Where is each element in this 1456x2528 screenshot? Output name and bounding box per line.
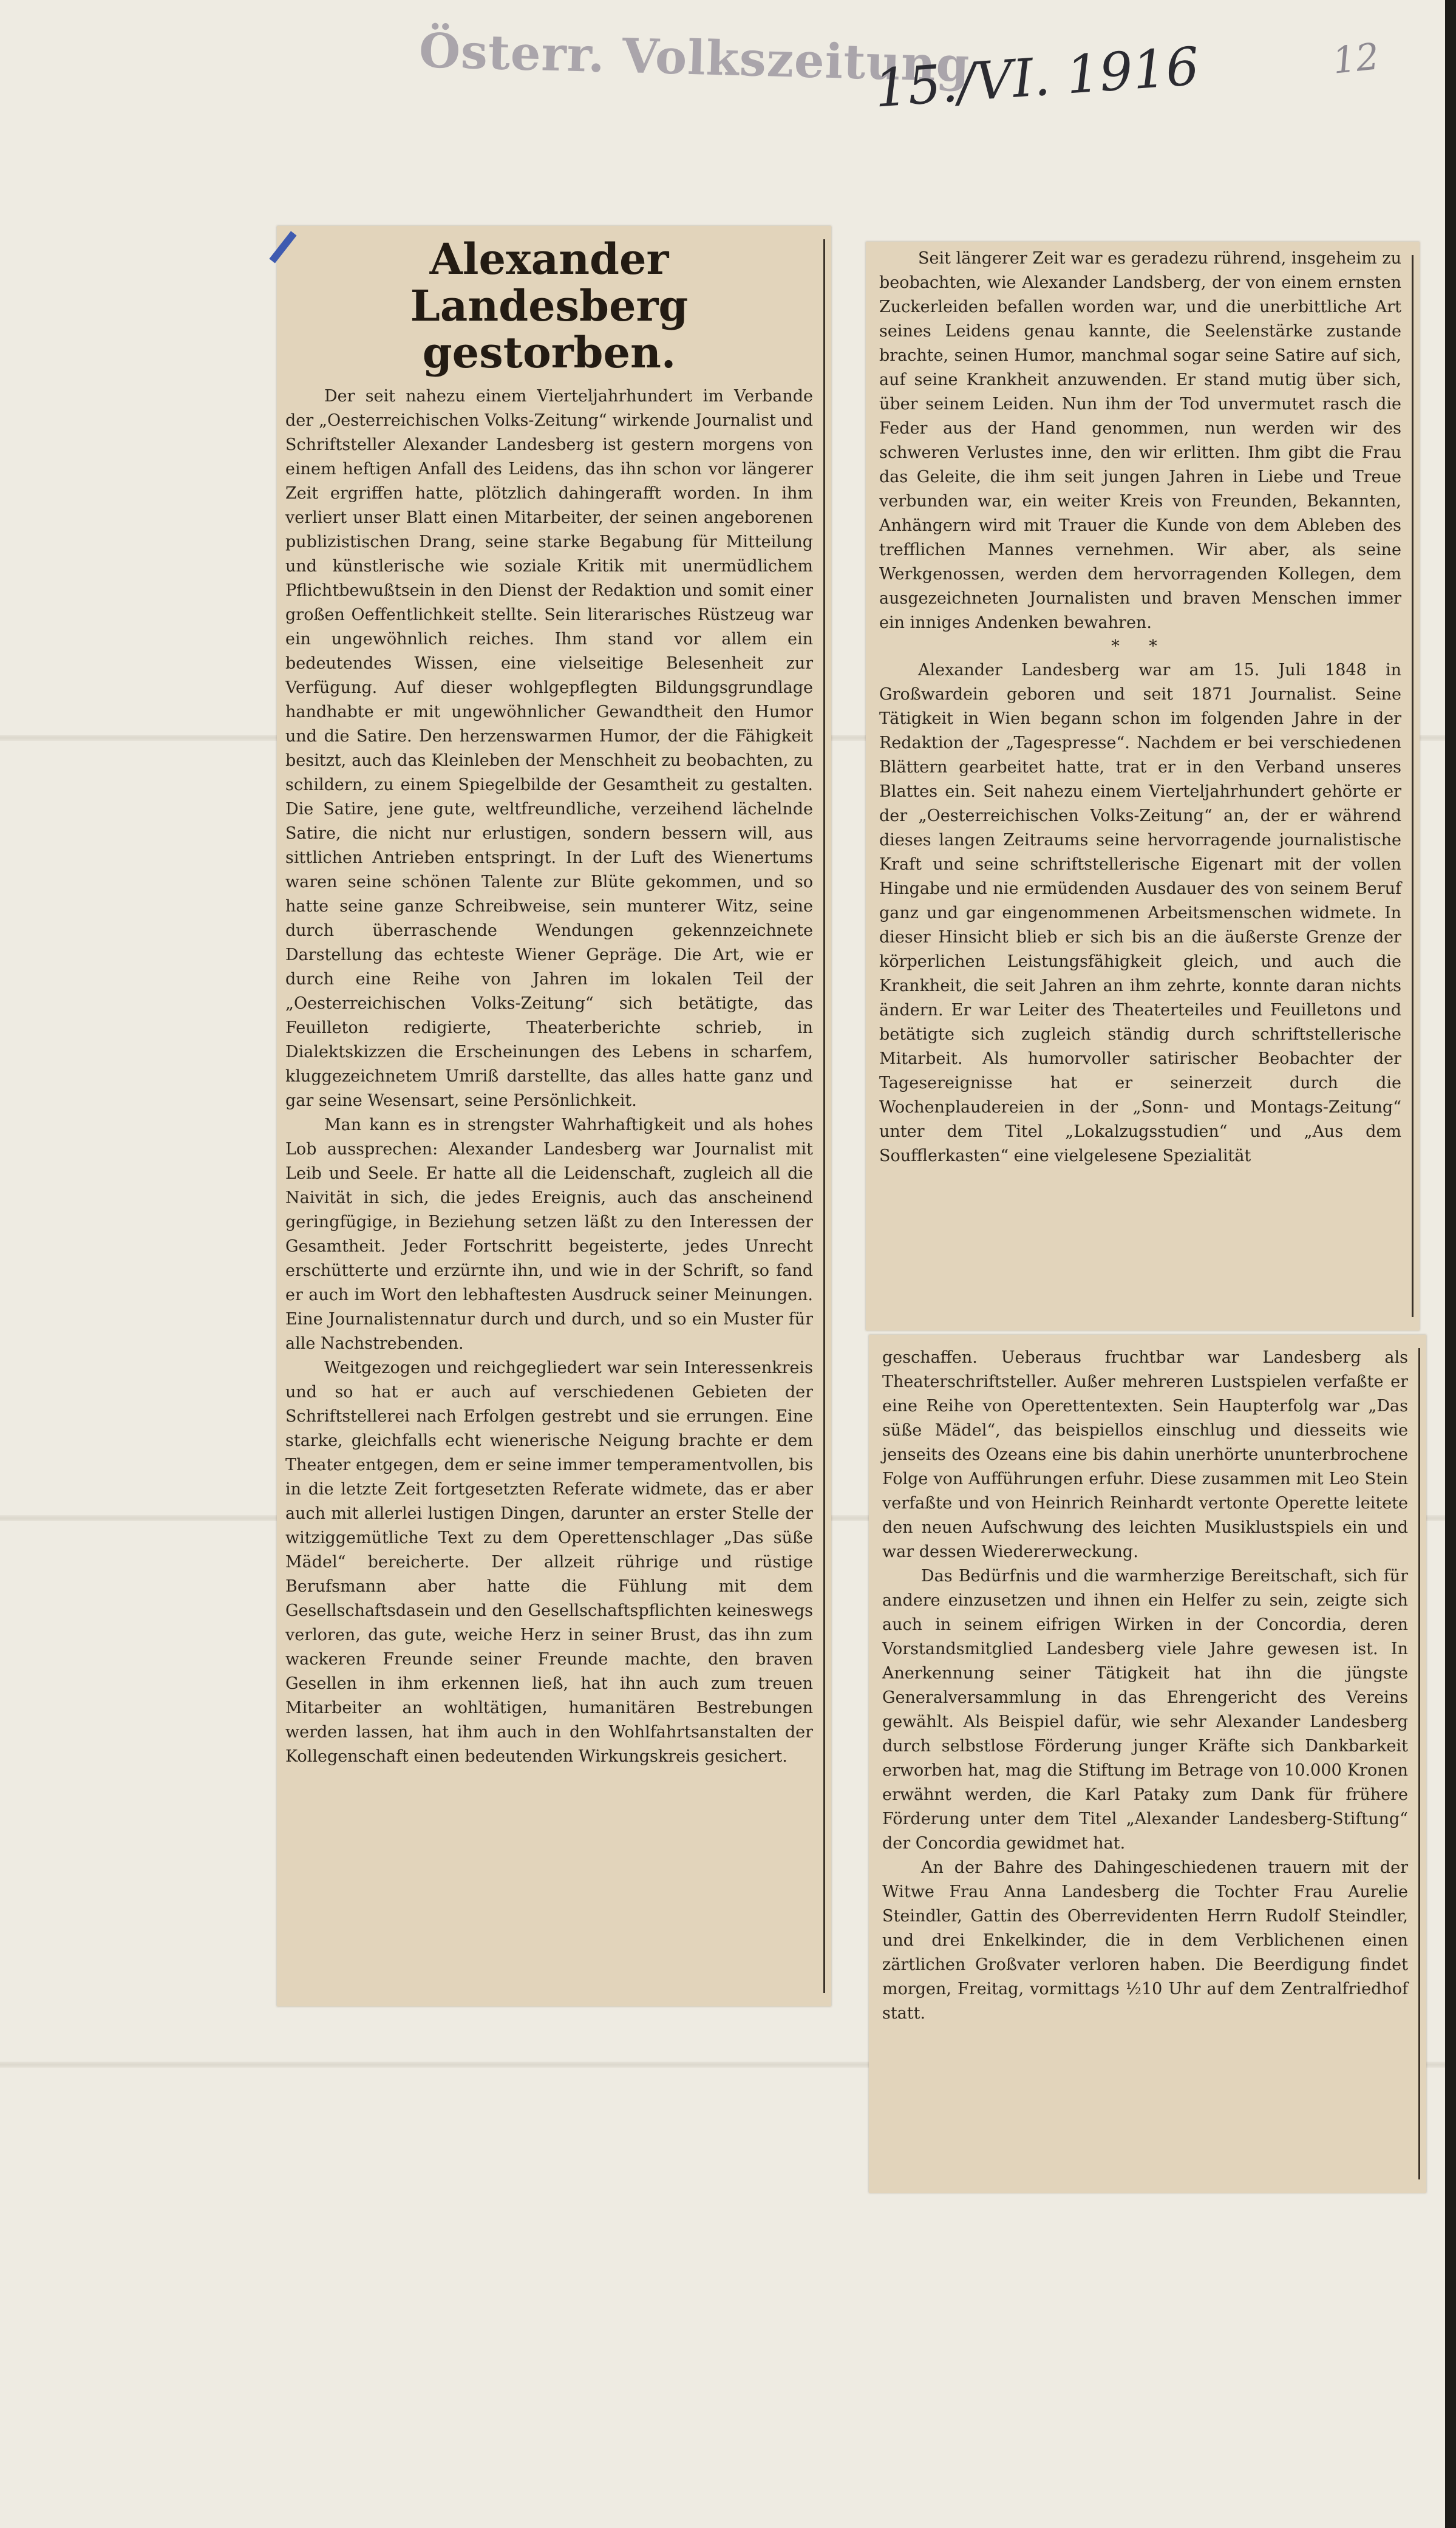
newspaper-name-stamp: Österr. Volkszeitung: [418, 23, 971, 93]
clipping-column-2: [866, 242, 1420, 1330]
column-rule: [1412, 255, 1413, 1317]
handwritten-date: 15./VI. 1916: [873, 36, 1202, 120]
column-rule: [823, 239, 825, 1993]
column-2-text: [879, 247, 1401, 1168]
headline-line-1: Alexander Landesberg: [410, 234, 689, 331]
column-rule: [1418, 1348, 1420, 2179]
column-1-text: [285, 384, 813, 1769]
paragraph: geschaffen. Ueberaus fruchtbar war Landesberg als Theaterschriftsteller. Außer mehreren Lustspielen verfaßte er eine Reihe von Operettentexten. Sein Haupterfolg war „Das süße Mädel“, das beispiellos einschlug und diesseits wie jenseits des Ozeans eine bis dahin unerhörte ununterbrochene Folge von Aufführungen erfuhr. Diese zusammen mit Leo Stein verfaßte und von Heinrich Reinhardt vertonte Operette leitete den neuen Aufschwung des leichten Musiklustspiels ein und war dessen Wiedererweckung.: [882, 1348, 1408, 1561]
column-3-text: [882, 1346, 1408, 2026]
paragraph: An der Bahre des Dahingeschiedenen trauern mit der Witwe Frau Anna Landesberg die Tochter Frau Aurelie Steindler, Gattin des Oberrevidenten Herrn Rudolf Steindler, und drei Enkelkinder, die in dem Verblichenen einen zärtlichen Großvater verloren haben. Die Beerdigung findet morgen, Freitag, vormittags ½10 Uhr auf dem Zentralfriedhof statt.: [882, 1858, 1408, 2023]
section-divider-asterisks: * *: [1111, 637, 1169, 656]
paragraph: Das Bedürfnis und die warmherzige Bereitschaft, sich für andere einzusetzen und ihnen ein Helfer zu sein, zeigte sich auch in seinem eifrigen Wirken in der Concordia, deren Vorstandsmitglied Landesberg viele Jahre gewesen ist. In Anerkennung seiner Tätigkeit hat ihn die jüngste Generalversammlung in das Ehrengericht des Vereins gewählt. Als Beispiel dafür, wie sehr Alexander Landesberg durch selbstlose Förderung junger Kräfte sich Dankbarkeit erworben hat, mag die Stiftung im Betrage von 10.000 Kronen erwähnt werden, die Karl Pataky zum Dank für frühere Förderung unter dem Titel „Alexander Landesberg-Stiftung“ der Concordia gewidmet hat.: [882, 1567, 1408, 1853]
handwritten-page-number: 12: [1330, 35, 1381, 83]
article-headline: [285, 236, 813, 376]
headline-line-2: gestorben.: [422, 327, 676, 378]
clipping-column-1: [277, 226, 831, 2006]
paragraph: Weitgezogen und reichgegliedert war sein Interessenkreis und so hat er auch auf verschiedenen Gebieten der Schriftstellerei nach Erfolgen gestrebt und sie errungen. Eine starke, gleichfalls echt wienerische Neigung brachte er dem Theater entgegen, dem er seine immer temperamentvollen, bis in die letzte Zeit fortgesetzten Referate widmete, das er aber auch mit allerlei lustigen Dingen, darunter an erster Stelle der witziggemütliche Text zu dem Operettenschlager „Das süße Mädel“ bereicherte. Der allzeit rührige und rüstige Berufsmann aber hatte die Fühlung mit dem Gesellschaftsdasein und den Gesellschaftspflichten keineswegs verloren, das gute, weiche Herz in seiner Brust, das ihn zum wackeren Freunde seiner Freunde machte, den braven Gesellen in ihm erkennen ließ, hat ihn auch zum treuen Mitarbeiter an wohltätigen, humanitären Bestrebungen werden lassen, hat ihm auch in den Wohlfahrtsanstalten der Kollegenschaft einen bedeutenden Wirkungskreis gesichert.: [285, 1358, 813, 1766]
clipping-column-3: [869, 1335, 1426, 2193]
paragraph: Alexander Landesberg war am 15. Juli 1848 in Großwardein geboren und seit 1871 Journalist. Seine Tätigkeit in Wien begann schon im folgenden Jahre in der Redaktion der „Tagespresse“. Nachdem er bei verschiedenen Blättern gearbeitet hatte, trat er in den Verband unseres Blattes ein. Seit nahezu einem Vierteljahrhundert gehörte er der „Oesterreichischen Volks-Zeitung“ an, der er während dieses langen Zeitraums seine hervorragende journalistische Kraft und seine schriftstellerische Eigenart mit der vollen Hingabe und nie ermüdenden Ausdauer des von seinem Beruf ganz und gar eingenommenen Arbeitsmenschen widmete. In dieser Hinsicht blieb er sich bis an die äußerste Grenze der körperlichen Leistungsfähigkeit gleich, und auch die Krankheit, die seit Jahren an ihm zehrte, konnte daran nichts ändern. Er war Leiter des Theaterteiles und Feuilletons und betätigte sich zugleich ständig durch schriftstellerische Mitarbeit. Als humorvoller satirischer Beobachter der Tagesereignisse hat er seinerzeit durch die Wochenplaudereien in der „Sonn- und Montags-Zeitung“ unter dem Titel „Lokalzugsstudien“ und „Aus dem Soufflerkasten“ eine vielgelesene Spezialität: [879, 661, 1401, 1165]
paragraph: Seit längerer Zeit war es geradezu rührend, insgeheim zu beobachten, wie Alexander Landsberg, der von einem ernsten Zuckerleiden befallen worden war, und die unerbittliche Art seines Leidens genau kannte, die Seelenstärke zustande brachte, seinen Humor, manchmal sogar seine Satire auf sich, auf seine Krankheit anzuwenden. Er stand mutig über sich, über seinem Leiden. Nun ihm der Tod unvermutet rasch die Feder aus der Hand genommen, nun werden wir des schweren Verlustes inne, den wir erlitten. Ihm gibt die Frau das Geleite, die ihm seit jungen Jahren in Liebe und Treue verbunden war, ein weiter Kreis von Freunden, Bekannten, Anhängern wird mit Trauer die Kunde von dem Ableben des trefflichen Mannes vernehmen. Wir aber, als seine Werkgenossen, werden dem hervorragenden Kollegen, dem ausgezeichneten Journalisten und braven Menschen immer ein inniges Andenken bewahren.: [879, 249, 1401, 632]
paragraph: Man kann es in strengster Wahrhaftigkeit und als hohes Lob aussprechen: Alexander Landesberg war Journalist mit Leib und Seele. Er hatte all die Leidenschaft, zugleich all die Naivität in sich, die jedes Ereignis, auch das anscheinend geringfügige, in Beziehung setzen läßt zu den Interessen der Gesamtheit. Jeder Fortschritt begeisterte, jedes Unrecht erschütterte und erzürnte ihn, und wie in der Schrift, so fand er auch im Wort den lebhaftesten Ausdruck seiner Meinungen. Eine Journalistennatur durch und durch, und so ein Muster für alle Nachstrebenden.: [285, 1116, 813, 1353]
paragraph: Der seit nahezu einem Vierteljahrhundert im Verbande der „Oesterreichischen Volks-Zeitung“ wirkende Journalist und Schriftsteller Alexander Landesberg ist gestern morgens von einem heftigen Anfall des Leidens, das ihn schon vor längerer Zeit ergriffen hatte, plötzlich dahingerafft worden. In ihm verliert unser Blatt einen Mitarbeiter, der seinen angeborenen publizistischen Drang, seine starke Begabung für Mitteilung und künstlerische wie soziale Kritik mit unermüdlichem Pflichtbewußtsein in den Dienst der Redaktion und somit einer großen Oeffentlichkeit stellte. Sein literarisches Rüstzeug war ein ungewöhnlich reiches. Ihm stand vor allem ein bedeutendes Wissen, eine vielseitige Belesenheit zur Verfügung. Auf dieser wohlgepflegten Bildungsgrundlage handhabte er mit ungewöhnlicher Gewandtheit den Humor und die Satire. Den herzenswarmen Humor, der die Fähigkeit besitzt, auch das Kleinleben der Menschheit zu beobachten, zu schildern, zu einem Spiegelbilde der Gesamtheit zu gestalten. Die Satire, jene gute, weltfreundliche, verzeihend lächelnde Satire, die nicht nur erlustigen, sondern bessern will, aus sittlichen Antrieben entspringt. In der Luft des Wienertums waren seine schönen Talente zur Blüte gekommen, und so hatte seine ganze Schreibweise, sein munterer Witz, seine durch überraschende Wendungen gekennzeichnete Darstellung das echteste Wiener Gepräge. Die Art, wie er durch eine Reihe von Jahren im lokalen Teil der „Oesterreichischen Volks-Zeitung“ sich betätigte, das Feuilleton redigierte, Theaterberichte schrieb, in Dialektskizzen die Erscheinungen des Lebens in scharfem, kluggezeichnetem Umriß darstellte, das alles hatte ganz und gar seine Wesensart, seine Persönlichkeit.: [285, 387, 813, 1110]
